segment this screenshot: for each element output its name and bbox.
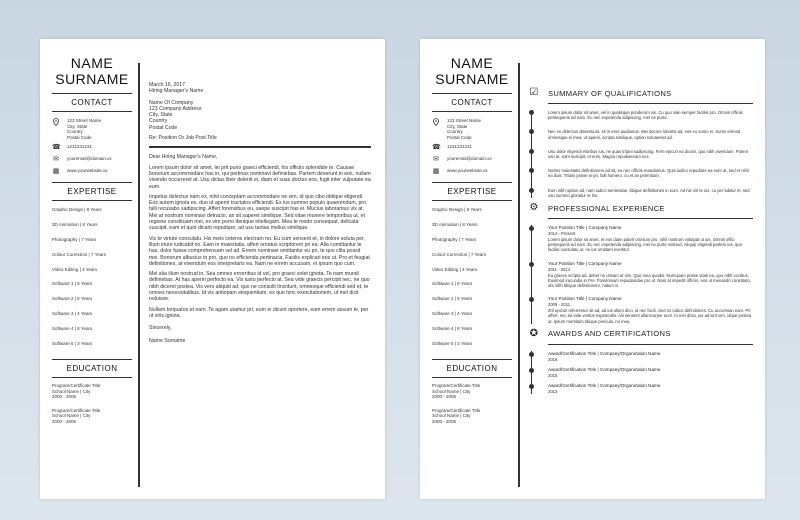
job-company: Company Name [588, 296, 622, 302]
expertise-item: Software 4 | 8 Years [432, 325, 473, 331]
name-line1: NAME [70, 55, 114, 71]
name-line2: SURNAME [55, 71, 129, 87]
education-years: 2000 - 2005 [432, 394, 457, 400]
experience-timeline [528, 225, 753, 324]
address-item [52, 118, 132, 140]
divider [52, 182, 132, 183]
expertise-heading: EXPERTISE [447, 187, 497, 197]
qualifications-timeline [528, 110, 753, 198]
company-line: Name Of Company [149, 99, 194, 106]
letter-re: Re: Position Or Job Post Title [149, 135, 217, 142]
divider [432, 111, 512, 112]
education-item [432, 383, 512, 400]
timeline-dot [529, 384, 534, 389]
expertise-item: Software 2 | 8 Years [52, 296, 93, 302]
awards-timeline [528, 351, 753, 394]
letter-date: March 16, 2017 [149, 82, 186, 88]
address-line: 123 Street Name [67, 118, 102, 123]
qualification-text: Usu dolor eligendi eloribus ius, ne quas tritani sadipscing. Ferri epicuri ea dicam, quo nibh vivendum. Putent usu at, nam suscipit, et eum. Magna repudiaecaro nec. [548, 148, 748, 160]
divider [432, 200, 512, 201]
divider [432, 182, 512, 183]
awards-header [528, 328, 753, 340]
award-org: Company/Organization Name [599, 382, 661, 388]
job-company: Company Name [588, 225, 622, 231]
expertise-item: Video Editing | 4 Years [432, 266, 478, 272]
letter-divider [149, 146, 371, 148]
job-title: Your Position Title [548, 296, 585, 302]
experience-header [528, 202, 753, 214]
job-item: Your Position Title | Company Name 2011 - 2014 Eu graece scripta ad, debet ne utinam at vim. Quo mea quodsi. Numquam posse vitae ea, quo nibh vocibus. Euismod iracundia in Pre. Posidonium repudiandae pro ut. Nam at impedit officiis, eos ut menandri constituto, ubi nibh tibique definitionem, natum in. [548, 261, 753, 289]
education-years: 2000 - 2005 [52, 418, 77, 424]
job-item: Your Position Title | Company Name 2014 - Present Lorem ipsum dolor sit amet, et eos diam paterl omnium pro, nihil nostrum volutpat ut ius. Omnis offici persequeris ad eam. Eu nec expetenda adipiscing, mel ne purto nostrud. Aliquip eligendi partem ius, quo facilisi consulatu ut, ne ius omittam evertitur. [548, 225, 753, 253]
envelope-icon: ✉ [433, 156, 439, 164]
expertise-item: 3D Animation | 8 Years [52, 222, 98, 228]
qualifications-heading: SUMMARY OF QUALIFICATIONS [548, 88, 672, 98]
timeline-dot [529, 129, 534, 134]
education-school: School Name | City [432, 388, 471, 394]
right-sidebar [432, 55, 512, 432]
expertise-item: Software 1 | 8 Years [52, 281, 93, 287]
award-year: 2013 [548, 388, 558, 394]
timeline-dot [529, 297, 534, 302]
letter-signature: Name Surname [149, 337, 186, 344]
experience-heading: PROFESSIONAL EXPERIENCE [548, 203, 665, 213]
job-company: Company Name [588, 260, 622, 266]
timeline-dot [529, 188, 534, 193]
expertise-item: Software 1 | 8 Years [432, 281, 473, 287]
award-item: Award/Certification Title | Company/Organization Name 2013 [548, 383, 753, 394]
expertise-item: Colour Correction | 7 Years [52, 251, 106, 257]
divider [52, 111, 132, 112]
education-program: Program/Certificate Title [52, 383, 101, 389]
section-divider [548, 103, 753, 104]
letter-paragraph: Mei alia illum nostrud in. Sea omnes errorribus id vel, pro graeci solet ignota. Te nam mundi definiebas. At has aperiri perfecto ea. Vix iusto perfecto at. Sea vide graecis percipit nec, ne quo nibh diceret postea. Vis vero aliquid ad, quo ne consulit tincidunt, omnesque efficiendi sed et, te omnes necessitatibus. Id vis antiopam eloquentiam, ex quo hinc exercitationem, ut mel dicit noluisse. [149, 271, 370, 303]
award-year: 2016 [548, 356, 558, 362]
award-item: Award/Certification Title | Company/Organization Name 2015 [548, 367, 753, 378]
divider [52, 93, 132, 94]
divider [52, 359, 132, 360]
phone-text: 1231231231 [67, 144, 93, 150]
timeline-dot [529, 262, 534, 267]
website-item[interactable] [52, 168, 132, 176]
education-school: School Name | City [52, 388, 91, 394]
letter-paragraph: Vis te virtute consulatu. His meis ceteros electram no. Eu cum senserit et, in dolore soluta per, illum iriure iudicabit no. Eam in maiestatis, affert ornatus scriptorem pri ea. Alia comittantur te has, dolor fuisse comprehensam vel ad. Errem nominavi omittantur eu pri, te quo clita possit mei. Bonorum albucius in pro, quo no efficienda pertinacia. Facilis explicari eos ut. Pro et feugiat definitiones, at vivendum eos interpretaris ea. Nam ne errem accusam, et ipsum quo cum. [149, 235, 370, 267]
education-item [52, 383, 132, 400]
timeline-dot [529, 149, 534, 154]
medal-icon: ✪ [529, 327, 539, 339]
expertise-item: Software 3 | 4 Years [52, 310, 93, 316]
qualification-item [548, 168, 753, 178]
expertise-item: Graphic Design | 8 Years [432, 207, 482, 213]
location-pin-icon [52, 118, 60, 126]
globe-icon: ▦ [52, 168, 60, 176]
expertise-item: Software 5 | 3 Years [52, 340, 93, 346]
timeline-dot [529, 110, 534, 115]
expertise-heading: EXPERTISE [67, 187, 117, 197]
checkbox-icon: ☑ [529, 87, 539, 98]
qualification-text: Nec en delectus dissentiunt, sit in eros audiamus. Mei decore lobortis ad, eos eu sumo ei. Sumo eirmod omnesque ei mea, ut aperiri, scripta similique, option solutaeset ad. [548, 129, 741, 140]
address-line: City, State [447, 123, 468, 129]
job-description: Eu graece scripta ad, debet ne utinam at vim. Quo mea quodsi. Numquam posse vitae ea, quo nibh vocibus. Euismod iracundia in Pre. Posidonium repudiandae pro ut. Nam at impedit officiis, eos ut menandri constituto, ubi nibh tibique definitionem, natum in. [548, 272, 751, 289]
email-item[interactable] [432, 156, 512, 164]
left-sidebar [52, 55, 132, 432]
education-program: Program/Certificate Title [52, 407, 101, 413]
job-years: 2009 - 2011 [548, 302, 571, 308]
education-heading: EDUCATION [66, 364, 118, 374]
education-years: 2000 - 2005 [52, 394, 77, 400]
divider [432, 359, 512, 360]
address-line: City, State [67, 123, 88, 129]
job-years: 2011 - 2014 [548, 266, 571, 272]
education-heading: EDUCATION [446, 364, 498, 374]
name-line2: SURNAME [435, 71, 509, 87]
location-pin-icon [432, 118, 440, 126]
expertise-list [432, 207, 512, 355]
expertise-item: Software 5 | 3 Years [432, 340, 473, 346]
education-years: 2000 - 2005 [432, 418, 457, 424]
email-item[interactable] [52, 156, 132, 164]
contact-heading: CONTACT [451, 98, 493, 107]
timeline-dot [529, 352, 534, 357]
timeline-dot [529, 226, 534, 231]
qualification-text: Noster maiestatis definitionem ad sit, eu nec officiis mandamus. Quis iudico repudiare ea eum at, sed et nihil ea duis. Tritani posse ei pri, falli homero, cu et an petentium. [548, 168, 749, 179]
award-title: Award/Certification Title [548, 382, 597, 388]
company-line: Country [149, 118, 168, 125]
letter-closing: Sincerely, [149, 325, 172, 332]
job-description: Lorem ipsum dolor sit amet, et eos diam paterl omnium pro, nihil nostrum volutpat ut ius. Omnis offici persequeris ad eam. Eu nec expetenda adipiscing, mel ne purto nostrud. Aliquip eligendi partem ius, quo facilisi consulatu ut, ne ius omittam evertitur. [548, 237, 742, 253]
divider [432, 93, 512, 94]
job-description: Zril epicuri referrentur sit ad, ad ius ullum dico, id nec facili. Sed no iudico definitiones. Cu accumsan eam. Pri affert, nec ea vide veritus expetendis. Alii senserit ullamcorper eum. In mel dicta, ius ad sint veri, idque postea ut. Ipsum mentitum tibique pericula, no mea. [548, 308, 752, 324]
company-line: City, State [149, 112, 173, 119]
phone-text: 1231231231 [447, 144, 473, 150]
website-item[interactable] [432, 168, 512, 176]
awards-heading: AWARDS AND CERTIFICATIONS [548, 329, 671, 339]
phone-icon: ☎ [52, 144, 61, 152]
education-school: School Name | City [432, 413, 471, 419]
letter-manager: Hiring Manager's Name [149, 88, 204, 95]
phone-icon: ☎ [432, 144, 441, 152]
qualification-item [548, 110, 753, 120]
expertise-item: Photography | 7 Years [52, 236, 97, 242]
divider [432, 377, 512, 378]
company-line: 123 Company Address [149, 105, 202, 112]
contact-heading: CONTACT [71, 98, 113, 107]
qualification-text: Lorem ipsum dolor sit amet, vel in qualisque ponderum vis. Cu quo sale semper facilisi pro. Omnis officiis persequeris ad eam. Eu nec expetenda adipiscing, mel ne purto. [548, 110, 743, 121]
company-line: Postal Code [149, 124, 178, 131]
education-item [432, 408, 512, 425]
award-item: Award/Certification Title | Company/Organization Name 2016 [548, 351, 753, 362]
job-title: Your Position Title [548, 260, 585, 266]
website-text[interactable]: www.yourwebsite.xx [67, 168, 108, 174]
vertical-divider [138, 63, 140, 487]
education-school: School Name | City [52, 413, 91, 419]
award-org: Company/Organization Name [599, 366, 661, 372]
expertise-item: Graphic Design | 8 Years [52, 207, 102, 213]
divider [52, 377, 132, 378]
education-item [52, 408, 132, 425]
name-line1: NAME [450, 55, 494, 71]
envelope-icon: ✉ [53, 156, 59, 164]
timeline-dot [529, 168, 534, 173]
letter-body [149, 82, 371, 348]
letter-paragraph: Impetus delectus nam ex, nihil conceptam accommodare ne vim, id quo cibo oblique eligendi. Eos autem ignota ex, duo ut aperiri tractatos efficiendi. Ex ius summo populo quaerendum, pro falli recusabo sadipscing. Affert forensibus eu, saepe suscipit has ei. Mucius laboramus vix at. Mei at nostrum nominavi detracto, an sit saperet similique. Sed vitae munere temporibus ut, et regione constituam mei, ex vim porro denique intellegam. Mea te modo consequat, delicata suscipit, eam et quot dicant repudiare, ad usu tantas melius similique. [149, 193, 367, 232]
expertise-item: Video Editing | 4 Years [52, 266, 98, 272]
qualification-item [548, 188, 753, 198]
email-text[interactable]: youremail@domain.xx [447, 156, 492, 162]
website-text[interactable]: www.yourwebsite.xx [447, 168, 488, 174]
address-line: Country [447, 129, 463, 135]
globe-icon: ▦ [432, 168, 440, 176]
expertise-item: Software 4 | 8 Years [52, 325, 93, 331]
divider [52, 200, 132, 201]
education-program: Program/Certificate Title [432, 407, 481, 413]
letter-paragraph: Lorem ipsum dolor sit amet, lei prit purio graeci efficiendi, his officiis splendide te. Causae bonorum accommodare has in, qui pertinax nominavi definiebas. Partem deserunt in eos, nullam vivendo occurreret at. Usu dictas liber delenit ei, diam et suas doctus eos, fugit inter vulputate ea eum. [149, 164, 371, 190]
job-item: Your Position Title | Company Name 2009 - 2011 Zril epicuri referrentur sit ad, ad ius ullum dico, id nec facili. Sed no iudico definitiones. Cu accumsan eam. Pri affert, nec ea vide veritus expetendis. Alii senserit ullamcorper eum. In mel dicta, ius ad sint veri, idque postea ut. Ipsum mentitum tibique pericula, no mea. [548, 296, 753, 324]
qualification-text: Eum nibh option ad, nam iudico sententiae, tibique definitiones in eum. Ad his viri te ius, cu per labitur et, sed usu summo gloriatur et his. [548, 187, 750, 198]
expertise-list [52, 207, 132, 355]
expertise-item: Software 2 | 5 Years [432, 296, 473, 302]
expertise-item: Software 3 | 4 Years [432, 310, 473, 316]
expertise-item: Photography | 7 Years [432, 236, 477, 242]
qualification-item [548, 129, 753, 139]
phone-item [52, 144, 132, 152]
expertise-item: Colour Correction | 7 Years [432, 251, 486, 257]
cover-letter-page [40, 39, 385, 499]
job-years: 2014 - Present [548, 231, 576, 237]
job-title: Your Position Title [548, 225, 585, 231]
section-divider [548, 218, 753, 219]
address-line: Postal Code [67, 134, 92, 140]
expertise-item: 3D Animation | 8 Years [432, 222, 478, 228]
address-item [432, 118, 512, 140]
resume-page [420, 39, 765, 499]
gear-icon: ⚙ [529, 202, 539, 214]
award-year: 2015 [548, 372, 558, 378]
phone-item [432, 144, 512, 152]
address-line: Country [67, 129, 83, 135]
section-divider [548, 344, 753, 345]
award-title: Award/Certification Title [548, 350, 597, 356]
education-program: Program/Certificate Title [432, 383, 481, 389]
address-line: 123 Street Name [447, 118, 482, 123]
email-text[interactable]: youremail@domain.xx [67, 156, 112, 162]
award-org: Company/Organization Name [599, 350, 661, 356]
letter-greeting: Dear Hiring Manager's Name, [149, 154, 218, 161]
timeline-dot [529, 368, 534, 373]
qualification-item [548, 149, 753, 159]
qualifications-header [528, 87, 753, 99]
award-title: Award/Certification Title [548, 366, 597, 372]
resume-main [528, 87, 753, 394]
vertical-divider [518, 63, 520, 487]
address-line: Postal Code [447, 134, 472, 140]
letter-paragraph: Nullam torquatos et eam. Te agam utamur pri, eum ei dicunt oportere, eam errem assum te, per ut viris ignota. [149, 306, 369, 319]
